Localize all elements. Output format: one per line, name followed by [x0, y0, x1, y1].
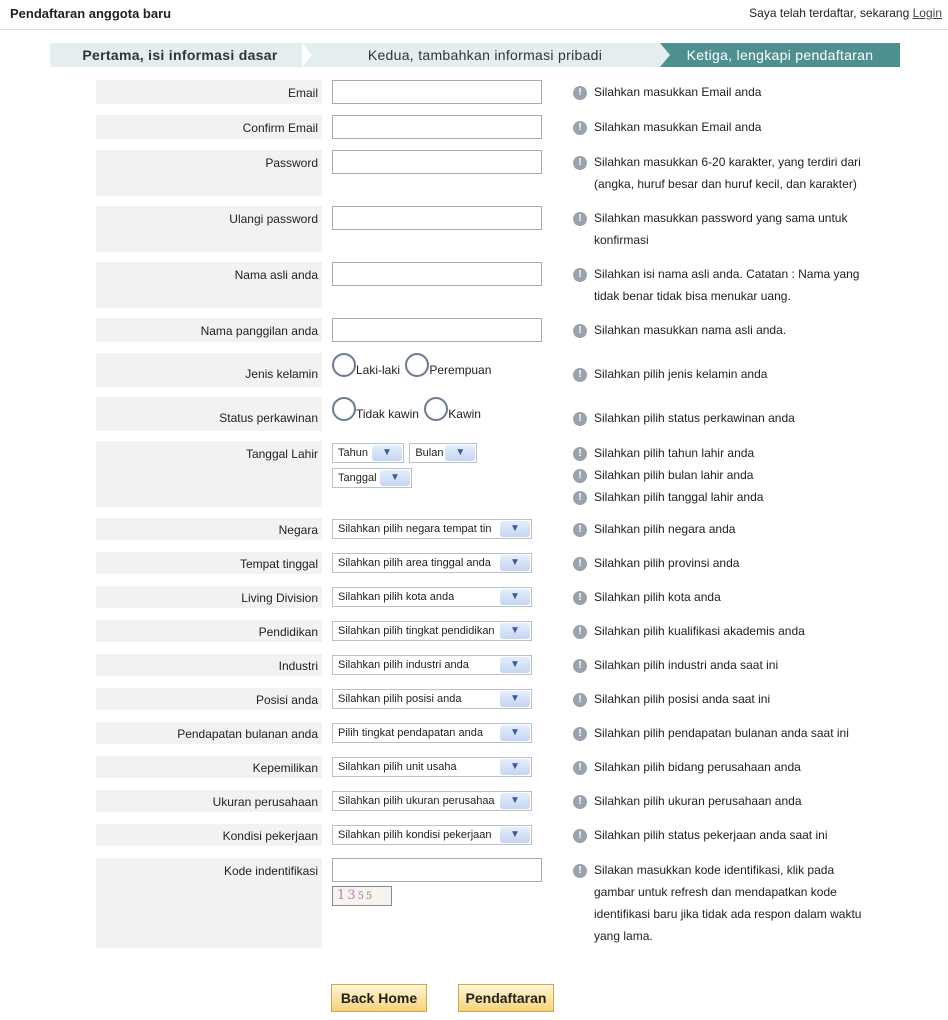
marital-hint: Silahkan pilih status perkawinan anda: [594, 411, 795, 425]
country-hint: Silahkan pilih negara anda: [594, 522, 736, 536]
company-size-label: Ukuran perusahaan: [96, 790, 322, 812]
marital-single-radio[interactable]: [332, 397, 356, 421]
repeat-password-label: Ulangi password: [96, 206, 322, 252]
education-hint: Silahkan pilih kualifikasi akademis anda: [594, 624, 805, 638]
row-education: [96, 620, 856, 642]
chevron-down-icon: ▼: [500, 759, 530, 775]
register-button[interactable]: Pendaftaran: [458, 984, 554, 1012]
info-icon: !: [573, 829, 587, 843]
row-residence: [96, 552, 856, 574]
job-status-select[interactable]: Silahkan pilih kondisi pekerjaan ▼: [332, 825, 532, 845]
back-home-button[interactable]: Back Home: [331, 984, 427, 1012]
birth-day-select[interactable]: Tanggal ▼: [332, 468, 412, 488]
row-gender: [96, 353, 856, 387]
chevron-down-icon: ▼: [500, 827, 530, 843]
row-country: [96, 518, 856, 540]
birth-month-select[interactable]: Bulan ▼: [409, 443, 477, 463]
info-icon: !: [573, 523, 587, 537]
position-label: Posisi anda: [96, 688, 322, 710]
password-input[interactable]: [332, 150, 542, 174]
ownership-label: Kepemilikan: [96, 756, 322, 778]
real-name-hint: Silahkan isi nama asli anda. Catatan : Nama yang tidak benar tidak bisa menukar uang.: [594, 267, 860, 303]
birth-date-label: Tanggal Lahir: [96, 441, 322, 507]
top-bar: [0, 0, 948, 30]
info-icon: !: [573, 557, 587, 571]
info-icon: !: [573, 447, 587, 461]
position-hint: Silahkan pilih posisi anda saat ini: [594, 692, 771, 706]
chevron-down-icon: ▼: [500, 521, 530, 537]
info-icon: !: [573, 156, 587, 170]
real-name-input[interactable]: [332, 262, 542, 286]
email-hint: Silahkan masukkan Email anda: [594, 85, 762, 99]
info-icon: !: [573, 591, 587, 605]
repeat-password-input[interactable]: [332, 206, 542, 230]
info-icon: !: [573, 625, 587, 639]
gender-label: Jenis kelamin: [96, 353, 322, 387]
position-select[interactable]: Silahkan pilih posisi anda ▼: [332, 689, 532, 709]
chevron-down-icon: ▼: [445, 445, 475, 461]
password-hint: Silahkan masukkan 6-20 karakter, yang terdiri dari (angka, huruf besar dan huruf kecil, dan karakter): [594, 155, 861, 191]
company-size-select[interactable]: Silahkan pilih ukuran perusahaa ▼: [332, 791, 532, 811]
chevron-down-icon: ▼: [500, 555, 530, 571]
nickname-label: Nama panggilan anda: [96, 318, 322, 342]
info-icon: !: [573, 659, 587, 673]
education-label: Pendidikan: [96, 620, 322, 642]
residence-label: Tempat tinggal: [96, 552, 322, 574]
info-icon: !: [573, 212, 587, 226]
row-ownership: [96, 756, 856, 778]
marital-married-label: Kawin: [448, 407, 481, 421]
row-real-name: [96, 262, 860, 308]
industry-hint: Silahkan pilih industri anda saat ini: [594, 658, 779, 672]
marital-label: Status perkawinan: [96, 397, 322, 431]
captcha-image[interactable]: 1355: [332, 886, 392, 906]
income-hint: Silahkan pilih pendapatan bulanan anda saat ini: [594, 726, 849, 740]
info-icon: !: [573, 693, 587, 707]
info-icon: !: [573, 368, 587, 382]
captcha-input[interactable]: [332, 858, 542, 882]
chevron-down-icon: ▼: [500, 623, 530, 639]
login-prompt: Saya telah terdaftar, sekarang: [749, 6, 910, 20]
chevron-down-icon: ▼: [500, 589, 530, 605]
birth-year-hint: Silahkan pilih tahun lahir anda: [594, 446, 755, 460]
step-3: Ketiga, lengkapi pendaftaran: [660, 43, 900, 67]
country-select[interactable]: Silahkan pilih negara tempat tin ▼: [332, 519, 532, 539]
job-status-label: Kondisi pekerjaan: [96, 824, 322, 846]
confirm-email-input[interactable]: [332, 115, 542, 139]
captcha-hint: Silakan masukkan kode identifikasi, klik pada gambar untuk refresh dan mendapatkan kode identifikasi baru jika tidak ada respon dalam waktu yang lama.: [594, 863, 862, 943]
info-icon: !: [573, 86, 587, 100]
info-icon: !: [573, 491, 587, 505]
row-captcha: [96, 858, 862, 948]
row-confirm-email: [96, 115, 856, 139]
password-label: Password: [96, 150, 322, 196]
row-password: [96, 150, 861, 196]
income-select[interactable]: Pilih tingkat pendapatan anda ▼: [332, 723, 532, 743]
industry-label: Industri: [96, 654, 322, 676]
row-job-status: [96, 824, 856, 846]
step-2: Kedua, tambahkan informasi pribadi: [300, 43, 670, 67]
step-arrow-2: [660, 43, 670, 67]
row-income: [96, 722, 856, 744]
residence-hint: Silahkan pilih provinsi anda: [594, 556, 740, 570]
repeat-password-hint: Silahkan masukkan password yang sama untuk konfirmasi: [594, 211, 848, 247]
step-divider-1: [302, 43, 312, 67]
row-company-size: [96, 790, 856, 812]
nickname-input[interactable]: [332, 318, 542, 342]
ownership-hint: Silahkan pilih bidang perusahaan anda: [594, 760, 801, 774]
row-birth-date: [96, 441, 856, 507]
confirm-email-label: Confirm Email: [96, 115, 322, 139]
page-title: Pendaftaran anggota baru: [10, 6, 172, 21]
birth-month-hint: Silahkan pilih bulan lahir anda: [594, 468, 754, 482]
login-link[interactable]: Login: [912, 6, 942, 20]
chevron-down-icon: ▼: [380, 470, 410, 486]
row-email: [96, 80, 856, 104]
chevron-down-icon: ▼: [500, 691, 530, 707]
marital-married-radio[interactable]: [424, 397, 448, 421]
login-area: [749, 6, 942, 20]
row-living-division: [96, 586, 856, 608]
company-size-hint: Silahkan pilih ukuran perusahaan anda: [594, 794, 802, 808]
step-1: Pertama, isi informasi dasar: [50, 43, 310, 67]
chevron-down-icon: ▼: [500, 657, 530, 673]
living-division-hint: Silahkan pilih kota anda: [594, 590, 721, 604]
info-icon: !: [573, 864, 587, 878]
row-industry: [96, 654, 856, 676]
income-label: Pendapatan bulanan anda: [96, 722, 322, 744]
info-icon: !: [573, 795, 587, 809]
row-position: [96, 688, 856, 710]
chevron-down-icon: ▼: [500, 725, 530, 741]
gender-female-label: Perempuan: [429, 363, 492, 377]
info-icon: !: [573, 121, 587, 135]
real-name-label: Nama asli anda: [96, 262, 322, 308]
info-icon: !: [573, 727, 587, 741]
gender-female-radio[interactable]: [405, 353, 429, 377]
job-status-hint: Silahkan pilih status pekerjaan anda saat ini: [594, 828, 828, 842]
living-division-select[interactable]: Silahkan pilih kota anda ▼: [332, 587, 532, 607]
birth-day-hint: Silahkan pilih tanggal lahir anda: [594, 490, 764, 504]
industry-select[interactable]: Silahkan pilih industri anda ▼: [332, 655, 532, 675]
info-icon: !: [573, 412, 587, 426]
residence-select[interactable]: Silahkan pilih area tinggal anda ▼: [332, 553, 532, 573]
marital-single-label: Tidak kawin: [356, 407, 419, 421]
info-icon: !: [573, 469, 587, 483]
chevron-down-icon: ▼: [500, 793, 530, 809]
captcha-label: Kode indentifikasi: [96, 858, 322, 948]
gender-male-label: Laki-laki: [356, 363, 401, 377]
nickname-hint: Silahkan masukkan nama asli anda.: [594, 323, 787, 337]
email-label: Email: [96, 80, 322, 104]
info-icon: !: [573, 324, 587, 338]
row-repeat-password: [96, 206, 856, 252]
email-input[interactable]: [332, 80, 542, 104]
gender-hint: Silahkan pilih jenis kelamin anda: [594, 367, 768, 381]
step-progress: [50, 43, 900, 67]
info-icon: !: [573, 268, 587, 282]
education-select[interactable]: Silahkan pilih tingkat pendidikan ▼: [332, 621, 532, 641]
row-nickname: [96, 318, 856, 342]
confirm-email-hint: Silahkan masukkan Email anda: [594, 120, 762, 134]
gender-male-radio[interactable]: [332, 353, 356, 377]
country-label: Negara: [96, 518, 322, 540]
living-division-label: Living Division: [96, 586, 322, 608]
birth-year-select[interactable]: Tahun ▼: [332, 443, 404, 463]
ownership-select[interactable]: Silahkan pilih unit usaha ▼: [332, 757, 532, 777]
info-icon: !: [573, 761, 587, 775]
chevron-down-icon: ▼: [372, 445, 402, 461]
row-marital: [96, 397, 856, 431]
